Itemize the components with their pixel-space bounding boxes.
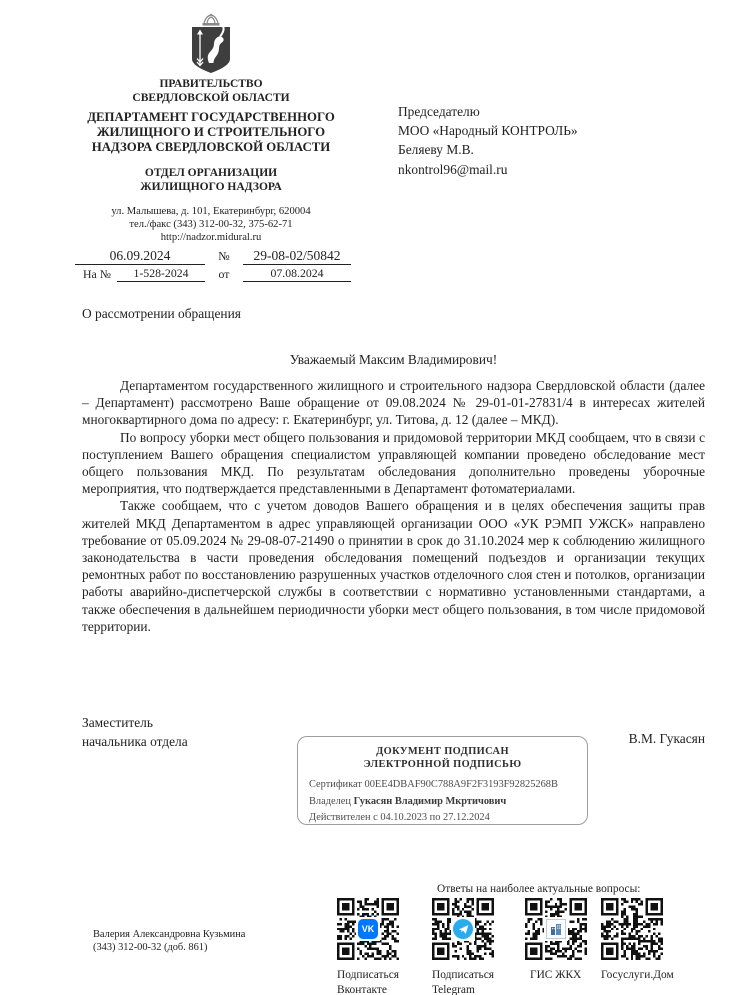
number-sign: № (218, 249, 230, 263)
owner-line (309, 794, 587, 811)
letterhead (72, 13, 350, 244)
qr-label-vk-line2: Вконтакте (337, 983, 387, 995)
building-icon (525, 898, 587, 960)
division-name-line1: ОТДЕЛ ОРГАНИЗАЦИИ (144, 167, 278, 179)
department-name-line1: ДЕПАРТАМЕНТ ГОСУДАРСТВЕННОГО (87, 110, 335, 124)
division-name (72, 167, 350, 194)
qr-label-gosuslugi-dom (601, 968, 674, 983)
phone-fax: тел./факс (343) 312-00-32, 375-62-71 (129, 219, 293, 230)
subject-line: О рассмотрении обращения (82, 306, 241, 321)
signer-position-line2: начальника отдела (82, 734, 188, 749)
incoming-number: 1-528-2024 (117, 266, 205, 282)
executor-block (93, 928, 245, 954)
reference-block (75, 247, 351, 282)
letter-body (82, 377, 705, 635)
paragraph-2: По вопросу уборки мест общего пользования и придомовой территории МКД сообщаем, что в связи с поступлением Вашего обращения специалистом управляющей компании проведено обследование мест общего пользования МКД. По результатам обследования дополнительно проведены уборочные мероприятия, что подтверждается представленными в Департамент фотоматериалами. (82, 429, 705, 497)
signer-position-line1: Заместитель (82, 715, 153, 730)
sverdlovsk-coat-of-arms-icon (72, 13, 350, 75)
validity-line: Действителен с 04.10.2023 по 27.12.2024 (309, 812, 490, 823)
outgoing-date: 06.09.2024 (75, 247, 205, 265)
government-name-line2: СВЕРДЛОВСКОЙ ОБЛАСТИ (132, 92, 290, 104)
executor-phone: (343) 312-00-32 (доб. 861) (93, 942, 208, 953)
recipient-position: Председателю (398, 104, 480, 119)
certificate-value: 00EE4DBAF90C788A9F2F3193F92825268B (364, 779, 558, 790)
qr-code-telegram (432, 898, 494, 960)
department-name (72, 110, 350, 155)
signer-name: В.М. Гукасян (628, 731, 705, 746)
certificate-label: Сертификат (309, 779, 362, 790)
outgoing-ref-row (75, 247, 351, 265)
stamp-title-line2: ЭЛЕКТРОННОЙ ПОДПИСЬЮ (363, 759, 522, 770)
division-name-line2: ЖИЛИЩНОГО НАДЗОРА (140, 180, 282, 193)
telegram-logo-icon (432, 898, 494, 960)
qr-label-gis-zhkh (530, 968, 581, 983)
qr-caption: Ответы на наиболее актуальные вопросы: (437, 883, 641, 895)
government-name-line1: ПРАВИТЕЛЬСТВО (159, 78, 263, 90)
vk-logo-icon: VK (337, 898, 399, 960)
qr-label-gosuslugi-line1: Госуслуги.Дом (601, 969, 674, 981)
recipient-email-link[interactable]: nkontrol96@mail.ru (398, 161, 508, 177)
signer-position (82, 713, 188, 751)
recipient-block (398, 102, 698, 179)
department-name-line2: ЖИЛИЩНОГО И СТРОИТЕЛЬНОГО (96, 125, 326, 139)
qr-label-vk-line1: Подписаться (337, 969, 400, 981)
incoming-ref-row (75, 266, 351, 282)
executor-name: Валерия Александровна Кузьмина (93, 929, 246, 940)
recipient-organization: МОО «Народный КОНТРОЛЬ» (398, 123, 578, 139)
department-name-line3: НАДЗОРА СВЕРДЛОВСКОЙ ОБЛАСТИ (91, 140, 331, 154)
qr-label-telegram (432, 968, 494, 995)
stamp-details (309, 777, 587, 827)
paragraph-1: Департаментом государственного жилищного и строительного надзора Свердловской области (далее – Департамент) рассмотрено Ваше обращение от 09.08.2024 № 29-01-01-27831/4 в интересах жителей многоквартирного дома по адресу: г. Екатеринбург, ул. Титова, д. 12 (далее – МКД). (82, 378, 705, 428)
qr-code-gis-zhkh (525, 898, 587, 960)
owner-name: Гукасян Владимир Мкртичович (353, 795, 507, 807)
outgoing-number: 29-08-02/50842 (243, 247, 351, 265)
digital-signature-stamp (297, 736, 588, 825)
qr-label-telegram-line1: Подписаться (432, 969, 495, 981)
paragraph-3: Также сообщаем, что с учетом доводов Вашего обращения и в целях обеспечения защиты прав жителей МКД Департаментом в адрес управляющей организации ООО «УК РЭМП УЖСК» направлено требование от 05.09.2024 № 29-08-07-21490 о принятии в срок до 31.10.2024 мер к соблюдению жилищного законодательства в части проведения обследования помещений подъездов и организации текущих ремонтных работ по восстановлению разрушенных участков отделочного слоя стен и потолков, организации работы аварийно-диспетчерской службы в соответствии с нормативно установленными стандартами, а также обеспечения в дальнейшем периодичности уборки мест общего пользования, в том числе придомовой территории. (82, 498, 705, 634)
certificate-line (309, 777, 587, 794)
qr-code-vk (337, 898, 399, 960)
owner-label: Владелец (309, 795, 351, 807)
from-label: от (218, 267, 230, 281)
salutation: Уважаемый Максим Владимирович! (289, 352, 498, 367)
postal-address: ул. Малышева, д. 101, Екатеринбург, 620004 (111, 206, 311, 217)
contact-block (72, 205, 350, 244)
website-link[interactable]: http://nadzor.midural.ru (160, 232, 262, 243)
incoming-date: 07.08.2024 (243, 266, 351, 282)
qr-label-gis-line1: ГИС ЖКХ (530, 969, 582, 981)
stamp-title-line1: ДОКУМЕНТ ПОДПИСАН (376, 746, 509, 757)
incoming-ref-label: На № (83, 267, 111, 281)
qr-code-gosuslugi-dom (601, 898, 663, 960)
qr-label-telegram-line2: Telegram (432, 983, 475, 995)
recipient-name: Беляеву М.В. (398, 142, 474, 158)
qr-label-vk (337, 968, 399, 995)
